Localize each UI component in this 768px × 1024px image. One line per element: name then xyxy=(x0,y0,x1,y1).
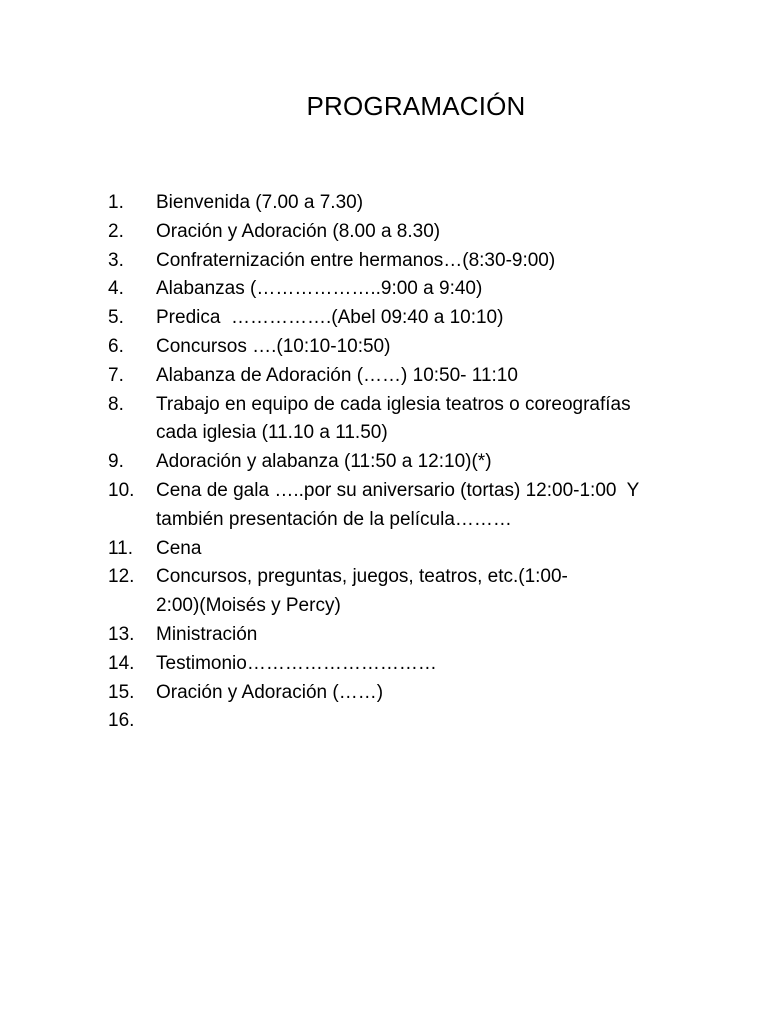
item-text-line: 2:00)(Moisés y Percy) xyxy=(156,595,341,617)
item-text-line: también presentación de la película……… xyxy=(156,508,512,530)
program-item xyxy=(108,362,708,391)
item-text-line: Predica …………….(Abel 09:40 a 10:10) xyxy=(156,307,504,329)
program-item xyxy=(108,679,708,708)
program-item xyxy=(108,563,708,621)
item-text xyxy=(156,304,708,333)
item-number: 9. xyxy=(108,451,124,473)
item-text-line: Confraternización entre hermanos…(8:30-9:00) xyxy=(156,249,556,271)
item-text xyxy=(156,189,708,218)
item-text-line: Bienvenida (7.00 a 7.30) xyxy=(156,192,364,213)
item-text-line: Oración y Adoración (……) xyxy=(156,681,384,703)
item-text-line: Adoración y alabanza (11:50 a 12:10)(*) xyxy=(156,451,492,473)
program-item xyxy=(108,535,708,564)
item-text xyxy=(156,247,708,276)
item-number: 6. xyxy=(108,335,124,357)
item-text xyxy=(156,275,708,304)
item-text xyxy=(156,391,708,449)
program-list xyxy=(108,189,708,736)
item-text xyxy=(156,679,708,708)
item-text xyxy=(156,535,708,564)
item-text-line: Concursos ….(10:10-10:50) xyxy=(156,335,391,357)
program-item xyxy=(108,650,708,679)
item-number: 11. xyxy=(108,537,134,559)
item-number: 16. xyxy=(108,710,135,732)
item-text-line: Cena de gala …..por su aniversario (tortas) 12:00-1:00 Y xyxy=(156,479,640,501)
item-number: 3. xyxy=(108,249,124,271)
item-number: 1. xyxy=(108,192,124,213)
item-number: 2. xyxy=(108,220,124,242)
item-number: 7. xyxy=(108,364,124,386)
item-number: 12. xyxy=(108,566,135,588)
item-text-line: Alabanza de Adoración (……) 10:50- 11:10 xyxy=(156,364,518,386)
item-number: 8. xyxy=(108,393,124,415)
program-item xyxy=(108,477,708,535)
program-item xyxy=(108,304,708,333)
item-text xyxy=(156,650,708,679)
item-text-line: Concursos, preguntas, juegos, teatros, etc.(1:00- xyxy=(156,566,568,588)
item-text xyxy=(156,477,708,535)
item-number: 4. xyxy=(108,278,124,300)
item-text xyxy=(156,218,708,247)
document-title: PROGRAMACIÓN xyxy=(306,91,526,121)
item-text-line: Trabajo en equipo de cada iglesia teatros o coreografías xyxy=(156,393,631,415)
item-text xyxy=(156,448,708,477)
item-text-line: Testimonio………………………… xyxy=(156,652,437,674)
item-text-line: Cena xyxy=(156,537,202,559)
item-number: 13. xyxy=(108,623,135,645)
item-number: 10. xyxy=(108,479,135,501)
program-item xyxy=(108,189,708,218)
item-text xyxy=(156,563,708,621)
program-item xyxy=(108,707,708,736)
item-text-line: Ministración xyxy=(156,623,258,645)
item-text xyxy=(156,707,708,736)
item-text xyxy=(156,362,708,391)
program-item xyxy=(108,448,708,477)
item-number: 5. xyxy=(108,307,124,329)
item-text-line: Oración y Adoración (8.00 a 8.30) xyxy=(156,220,441,242)
item-number: 15. xyxy=(108,681,135,703)
program-item xyxy=(108,275,708,304)
program-item xyxy=(108,247,708,276)
program-item xyxy=(108,218,708,247)
program-item xyxy=(108,333,708,362)
item-text-line xyxy=(156,707,708,736)
item-text-line: Alabanzas (………………..9:00 a 9:40) xyxy=(156,278,483,300)
program-item xyxy=(108,391,708,449)
item-number: 14. xyxy=(108,652,135,674)
item-text xyxy=(156,621,708,650)
item-text-line: cada iglesia (11.10 a 11.50) xyxy=(156,422,388,444)
item-text xyxy=(156,333,708,362)
program-item xyxy=(108,621,708,650)
